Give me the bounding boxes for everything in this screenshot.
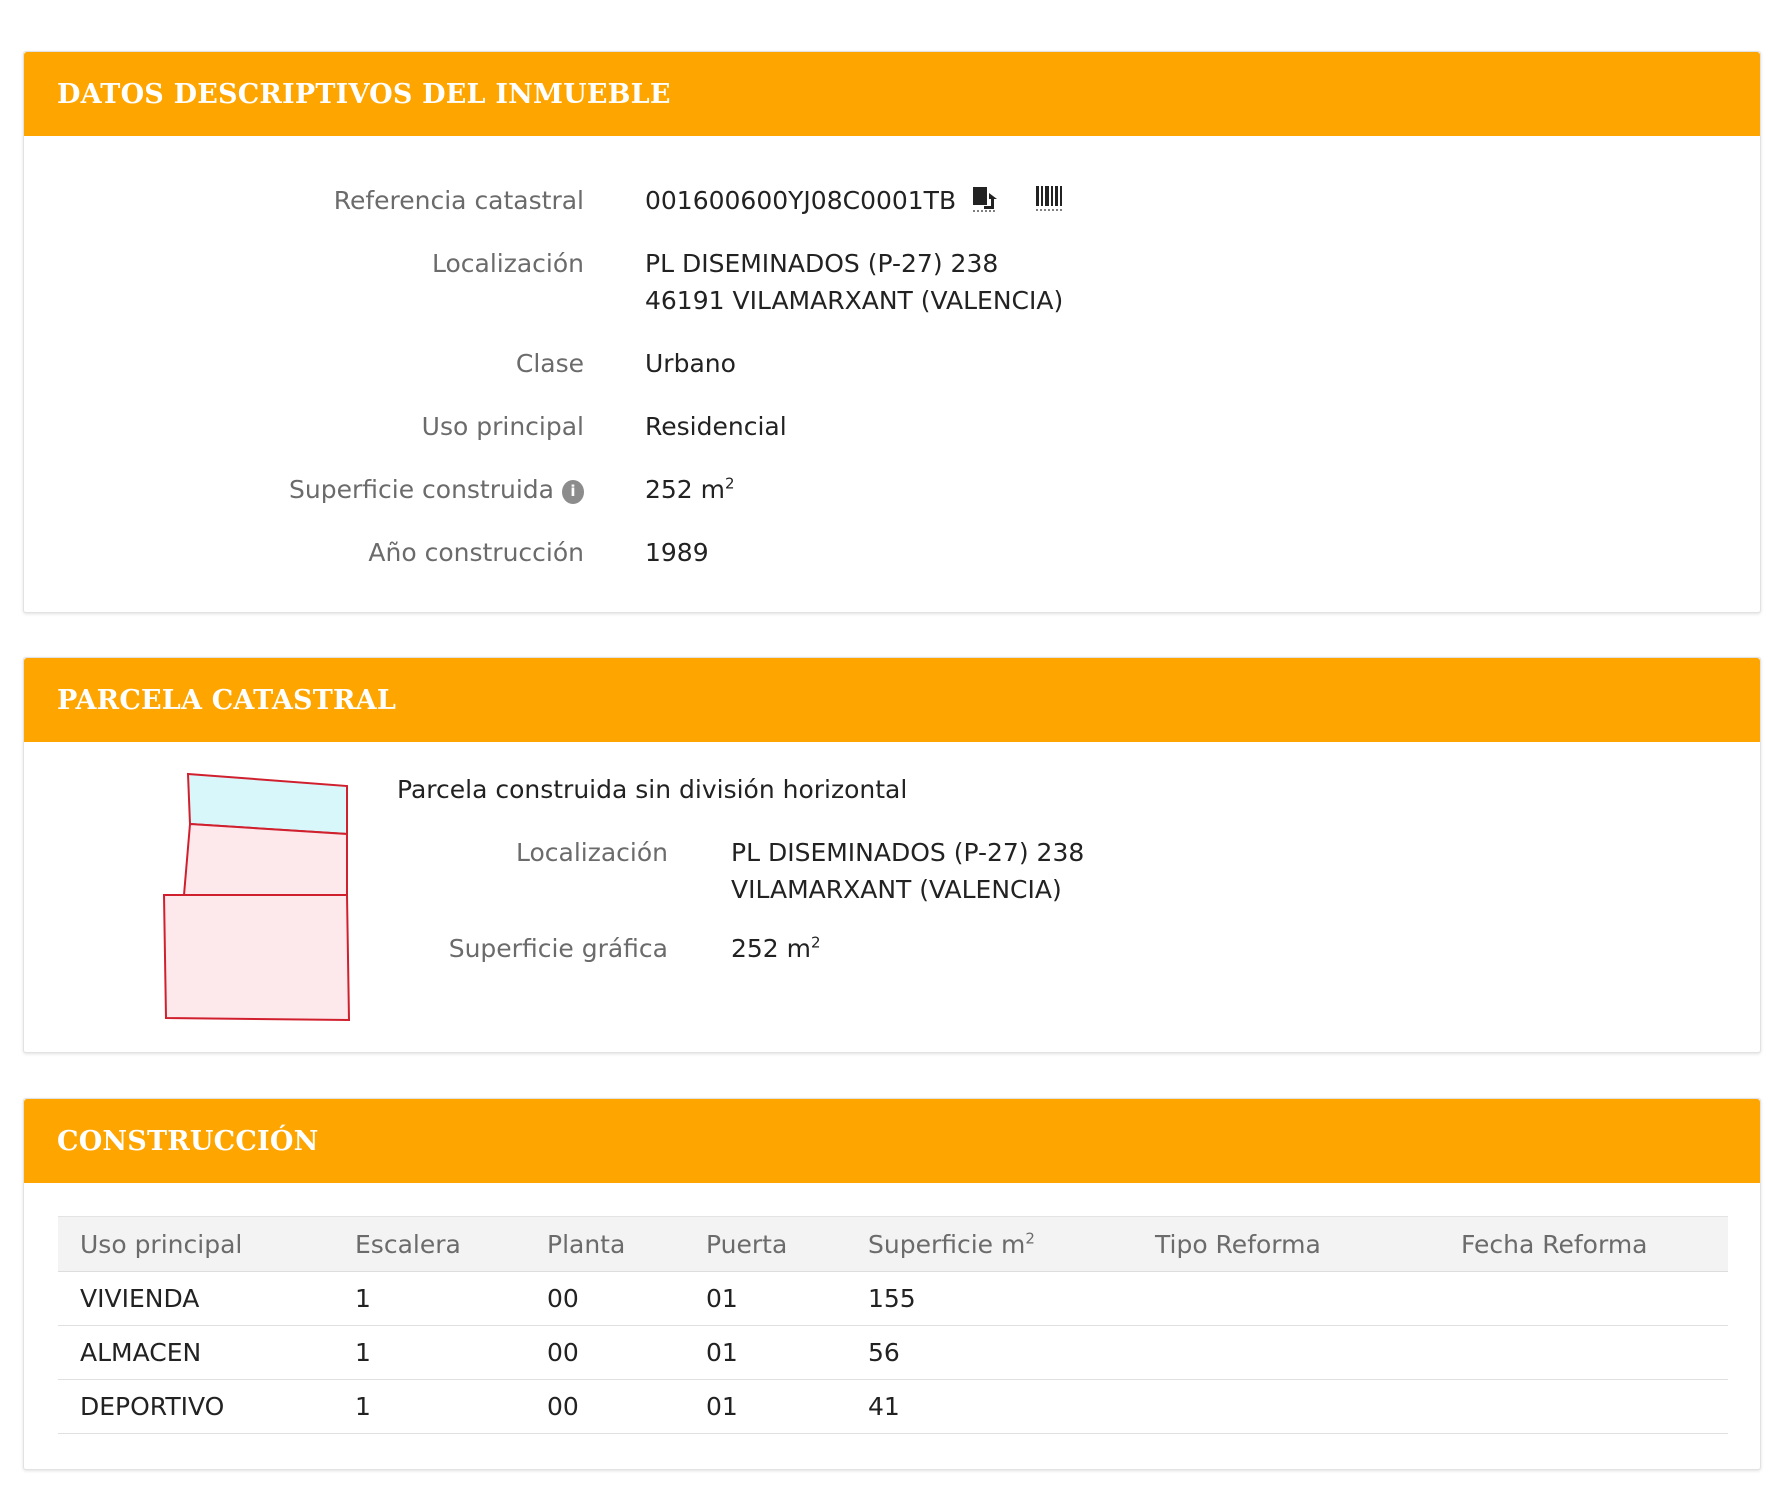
col-fecha-reforma: Fecha Reforma xyxy=(1439,1217,1728,1272)
col-uso-principal: Uso principal xyxy=(58,1217,333,1272)
cell-fecha-reforma xyxy=(1439,1272,1728,1326)
clase-label: Clase xyxy=(515,349,584,378)
anio-value: 1989 xyxy=(645,538,709,567)
cell-tipo-reforma xyxy=(1133,1272,1439,1326)
localizacion-line1: PL DISEMINADOS (P-27) 238 xyxy=(645,249,999,278)
cell-puerta: 01 xyxy=(684,1326,846,1380)
clase-value: Urbano xyxy=(645,349,736,378)
cell-fecha-reforma xyxy=(1439,1380,1728,1434)
col-superficie-label: Superficie m xyxy=(868,1229,1026,1259)
cell-superficie: 41 xyxy=(846,1380,1133,1434)
cell-tipo-reforma xyxy=(1133,1326,1439,1380)
construccion-header-row xyxy=(58,1217,1728,1272)
col-superficie-exp: 2 xyxy=(1025,1229,1035,1248)
referencia-value-group xyxy=(645,182,1064,223)
col-planta: Planta xyxy=(525,1217,684,1272)
panel-title-construccion: CONSTRUCCIÓN xyxy=(57,1125,319,1157)
superficie-unit: m xyxy=(700,475,726,504)
parcela-superficie-value: 252 xyxy=(731,934,779,963)
superficie-label: Superficie construida xyxy=(289,475,554,504)
parcel-map[interactable] xyxy=(162,768,362,1032)
cell-puerta: 01 xyxy=(684,1380,846,1434)
cell-uso: DEPORTIVO xyxy=(58,1380,333,1434)
parcela-superficie-exp: 2 xyxy=(811,933,821,952)
superficie-value: 252 xyxy=(645,475,693,504)
superficie-exp: 2 xyxy=(725,474,735,493)
parcela-localizacion-line2: VILAMARXANT (VALENCIA) xyxy=(731,875,1062,904)
referencia-value: 001600600YJ08C0001TB xyxy=(645,186,957,215)
cell-puerta: 01 xyxy=(684,1272,846,1326)
panel-datos-descriptivos xyxy=(23,51,1761,613)
parcela-localizacion-label: Localización xyxy=(515,838,668,867)
parcela-subtitle: Parcela construida sin división horizontal xyxy=(397,775,908,804)
parcela-superficie-unit: m xyxy=(786,934,812,963)
col-puerta: Puerta xyxy=(684,1217,846,1272)
cell-superficie: 155 xyxy=(846,1272,1133,1326)
localizacion-label: Localización xyxy=(431,249,584,278)
localizacion-value xyxy=(645,245,1063,319)
panel-parcela-catastral xyxy=(23,657,1761,1053)
anio-label: Año construcción xyxy=(368,538,584,567)
superficie-value-group xyxy=(645,471,735,508)
cell-planta: 00 xyxy=(525,1272,684,1326)
cell-escalera: 1 xyxy=(333,1326,525,1380)
parcela-localizacion-value xyxy=(731,834,1084,908)
cell-tipo-reforma xyxy=(1133,1380,1439,1434)
table-row xyxy=(58,1326,1728,1380)
referencia-label: Referencia catastral xyxy=(333,186,584,215)
copy-icon[interactable] xyxy=(970,183,1000,223)
cell-planta: 00 xyxy=(525,1380,684,1434)
barcode-icon[interactable] xyxy=(1034,183,1064,223)
col-escalera: Escalera xyxy=(333,1217,525,1272)
parcela-superficie-label: Superficie gráfica xyxy=(448,934,668,963)
cell-superficie: 56 xyxy=(846,1326,1133,1380)
construccion-table xyxy=(58,1216,1728,1434)
panel-header-construccion xyxy=(24,1099,1760,1183)
col-tipo-reforma: Tipo Reforma xyxy=(1133,1217,1439,1272)
cell-escalera: 1 xyxy=(333,1380,525,1434)
col-superficie xyxy=(846,1217,1133,1272)
panel-header-parcela xyxy=(24,658,1760,742)
panel-title-parcela: PARCELA CATASTRAL xyxy=(57,684,397,716)
uso-value: Residencial xyxy=(645,412,787,441)
table-row xyxy=(58,1272,1728,1326)
cell-planta: 00 xyxy=(525,1326,684,1380)
superficie-label-group xyxy=(24,471,584,508)
cell-escalera: 1 xyxy=(333,1272,525,1326)
panel-construccion xyxy=(23,1098,1761,1470)
parcela-superficie-value-group xyxy=(731,930,821,967)
parcela-localizacion-line1: PL DISEMINADOS (P-27) 238 xyxy=(731,838,1085,867)
panel-title-datos: DATOS DESCRIPTIVOS DEL INMUEBLE xyxy=(57,78,671,110)
info-icon[interactable]: i xyxy=(562,480,584,504)
cell-fecha-reforma xyxy=(1439,1326,1728,1380)
uso-label: Uso principal xyxy=(421,412,584,441)
cell-uso: ALMACEN xyxy=(58,1326,333,1380)
panel-header-datos xyxy=(24,52,1760,136)
table-row xyxy=(58,1380,1728,1434)
localizacion-line2: 46191 VILAMARXANT (VALENCIA) xyxy=(645,286,1064,315)
cell-uso: VIVIENDA xyxy=(58,1272,333,1326)
